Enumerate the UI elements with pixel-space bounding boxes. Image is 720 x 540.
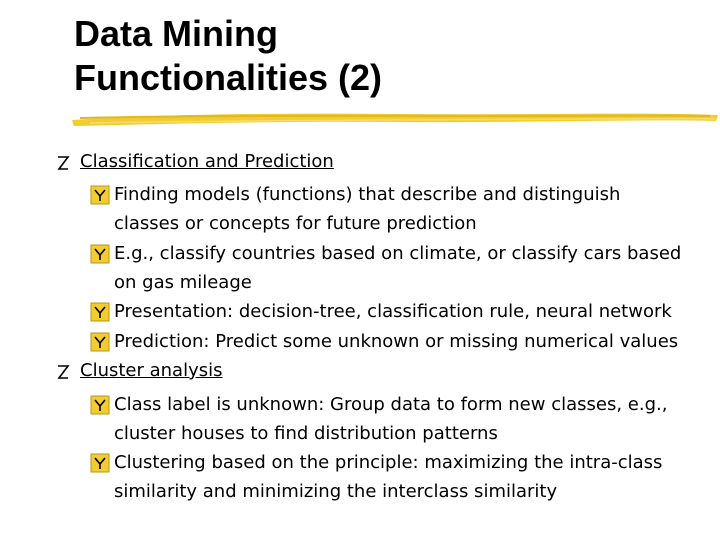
y-checkbox-bullet-icon [90, 244, 110, 264]
y-checkbox-bullet-icon [90, 185, 110, 205]
slide-title-line-2: Functionalities (2) [74, 57, 383, 98]
sub-bullet-text: E.g., classify countries based on climate, or classify cars based on gas mileage [114, 243, 682, 293]
slide-title-line-1: Data Mining [74, 13, 278, 54]
bullet-label: Cluster analysis [80, 360, 223, 381]
sub-bullet-item [90, 180, 690, 238]
sub-bullet-item [90, 448, 690, 506]
slide-title [74, 12, 382, 100]
title-brush-underline [70, 104, 720, 130]
y-checkbox-bullet-icon [90, 395, 110, 415]
y-checkbox-bullet-icon [90, 302, 110, 322]
sub-bullet-item [90, 390, 690, 448]
y-checkbox-bullet-icon [90, 332, 110, 352]
y-checkbox-bullet-icon [90, 453, 110, 473]
z-bullet-icon [56, 150, 70, 174]
sub-bullet-text: Finding models (functions) that describe and distinguish classes or concepts for future prediction [114, 184, 621, 234]
sub-bullet-text: Prediction: Predict some unknown or missing numerical values [114, 331, 679, 352]
sub-bullet-text: Presentation: decision-tree, classification rule, neural network [114, 301, 672, 322]
sub-bullet-item [90, 297, 690, 326]
sub-bullet-text: Clustering based on the principle: maximizing the intra-class similarity and minimizing the interclass similarity [114, 452, 663, 502]
bullet-label: Classification and Prediction [80, 151, 334, 172]
sub-bullet-item [90, 239, 690, 297]
bullet-item-classification [56, 150, 334, 174]
sub-bullet-text: Class label is unknown: Group data to form new classes, e.g., cluster houses to find distribution patterns [114, 394, 668, 444]
z-bullet-icon [56, 359, 70, 383]
sub-bullet-item [90, 327, 690, 356]
bullet-item-cluster-analysis [56, 359, 223, 383]
